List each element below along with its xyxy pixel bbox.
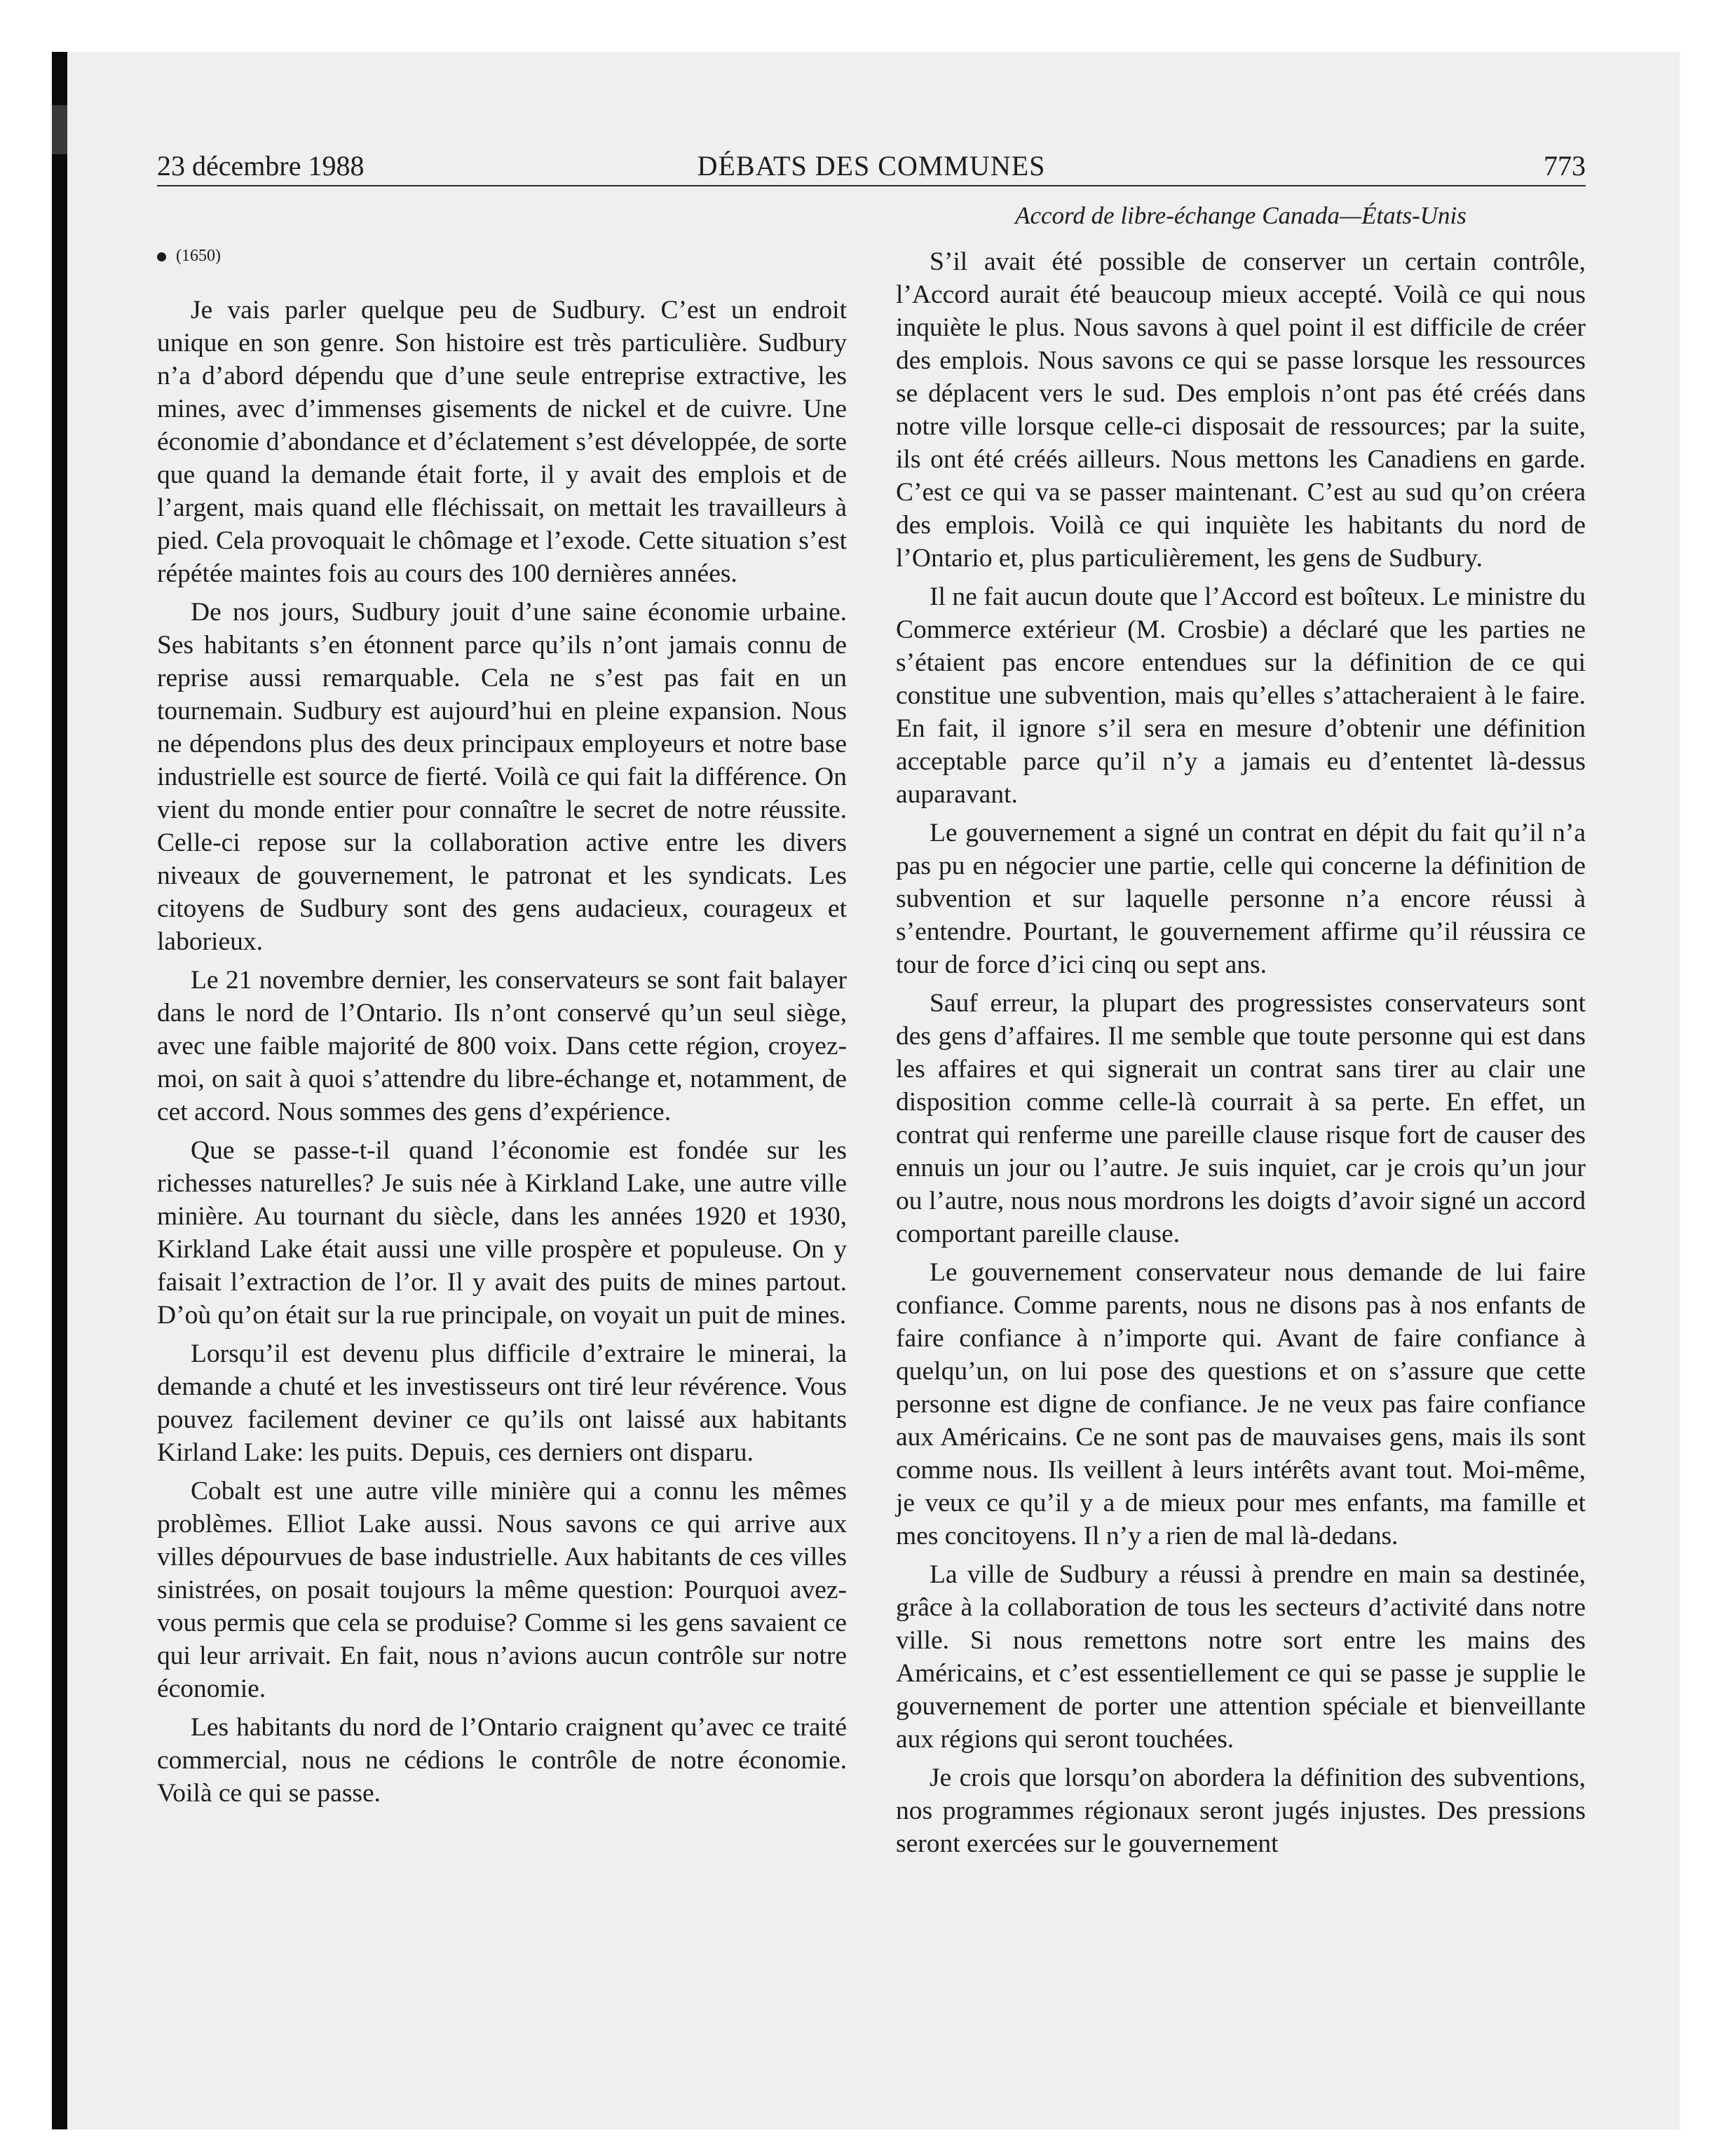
left-column bbox=[157, 242, 847, 1815]
paragraph: Cobalt est une autre ville minière qui a connu les mêmes problèmes. Elliot Lake aussi. Nous savons ce qui arrive aux villes dépourvues de base industrielle. Aux habitants de ces villes sinistrées, on posait toujours la même question: Pourquoi avez-vous permis que cela se produise? Comme si les gens savaient ce qui leur arrivait. En fait, nous n’avions aucun contrôle sur notre économie. bbox=[157, 1477, 847, 1703]
paragraph: Je crois que lorsqu’on abordera la définition des subventions, nos programmes régionaux seront jugés injustes. Des pressions seront exercées sur le gouvernement bbox=[896, 1763, 1586, 1858]
right-column bbox=[896, 245, 1586, 1866]
paragraph: Lorsqu’il est devenu plus difficile d’extraire le minerai, la demande a chuté et les investisseurs ont tiré leur révérence. Vous pouvez facilement deviner ce qu’ils ont laissé aux habitants Kirland Lake: les puits. Depuis, ces derniers ont disparu. bbox=[157, 1339, 847, 1467]
paragraph: Les habitants du nord de l’Ontario craignent qu’avec ce traité commercial, nous ne cédions le contrôle de notre économie. Voilà ce qui se passe. bbox=[157, 1713, 847, 1808]
paragraph: De nos jours, Sudbury jouit d’une saine économie urbaine. Ses habitants s’en étonnent parce qu’ils n’ont jamais connu de reprise aussi remarquable. Cela ne s’est pas fait en un tournemain. Sudbury est aujourd’hui en pleine expansion. Nous ne dépendons plus des deux principaux employeurs et notre base industrielle est source de fierté. Voilà ce qui fait la différence. On vient du monde entier pour connaître le secret de notre réussite. Celle-ci repose sur la collaboration active entre les divers niveaux de gouvernement, le patronat et les syndicats. Les citoyens de Sudbury sont des gens audacieux, courageux et laborieux. bbox=[157, 598, 847, 956]
running-header bbox=[157, 147, 1586, 186]
time-marker bbox=[157, 242, 847, 270]
section-subheader: Accord de libre-échange Canada—États-Unis bbox=[1015, 202, 1467, 229]
header-date: 23 décembre 1988 bbox=[157, 150, 365, 182]
bullet-icon bbox=[157, 252, 166, 261]
paragraph: Il ne fait aucun doute que l’Accord est boîteux. Le ministre du Commerce extérieur (M. Crosbie) a déclaré que les parties ne s’étaient pas encore entendues sur la définition de ce qui constitue une subvention, mais qu’elles s’attacheraient à le faire. En fait, il ignore s’il sera en mesure d’obtenir une définition acceptable parce qu’il n’y a jamais eu d’ententet là-dessus auparavant. bbox=[896, 582, 1586, 809]
paragraph: Le gouvernement conservateur nous demande de lui faire confiance. Comme parents, nous ne disons pas à nos enfants de faire confiance à n’importe qui. Avant de faire confiance à quelqu’un, on lui pose des questions et on s’assure que cette personne est digne de confiance. Je ne veux pas faire confiance aux Américains. Ce ne sont pas de mauvaises gens, mais ils sont comme nous. Ils veillent à leurs intérêts avant tout. Moi-même, je veux ce qu’il y a de mieux pour mes enfants, ma famille et mes concitoyens. Il n’y a rien de mal là-dedans. bbox=[896, 1258, 1586, 1550]
paragraph: Le gouvernement a signé un contrat en dépit du fait qu’il n’a pas pu en négocier une partie, celle qui concerne la définition de subvention et sur laquelle personne n’a encore réussi à s’entendre. Pourtant, le gouvernement affirme qu’il réussira ce tour de force d’ici cinq ou sept ans. bbox=[896, 819, 1586, 979]
paragraph: Le 21 novembre dernier, les conservateurs se sont fait balayer dans le nord de l’Ontario. Ils n’ont conservé qu’un seul siège, avec une faible majorité de 800 voix. Dans cette région, croyez-moi, on sait à quoi s’attendre du libre-échange et, notamment, de cet accord. Nous sommes des gens d’expérience. bbox=[157, 966, 847, 1126]
time-marker-text: (1650) bbox=[176, 247, 221, 265]
paragraph: La ville de Sudbury a réussi à prendre en main sa destinée, grâce à la collaboration de tous les secteurs d’activité dans notre ville. Si nous remettons notre sort entre les mains des Américains, et c’est essentiellement ce qui se passe je supplie le gouvernement de porter une attention spéciale et bienveillante aux régions qui seront touchées. bbox=[896, 1560, 1586, 1754]
scan-binding-edge bbox=[52, 52, 67, 2129]
scan-binding-highlight bbox=[52, 105, 67, 154]
page-number: 773 bbox=[1544, 150, 1586, 182]
paragraph: Je vais parler quelque peu de Sudbury. C’est un endroit unique en son genre. Son histoire est très particulière. Sudbury n’a d’abord dépendu que d’une seule entreprise extractive, les mines, avec d’immenses gisements de nickel et de cuivre. Une économie d’abondance et d’éclatement s’est développée, de sorte que quand la demande était forte, il y avait des emplois et de l’argent, mais quand elle fléchissait, on mettait les travailleurs à pied. Cela provoquait le chômage et l’exode. Cette situation s’est répétée maintes fois au cours des 100 dernières années. bbox=[157, 296, 847, 588]
paragraph: Sauf erreur, la plupart des progressistes conservateurs sont des gens d’affaires. Il me semble que toute personne qui est dans les affaires et qui signerait un contrat sans tirer au clair une disposition comme celle-là courrait à sa perte. En effet, un contrat qui renferme une pareille clause risque fort de causer des ennuis un jour ou l’autre. Je suis inquiet, car je crois qu’un jour ou l’autre, nous nous mordrons les doigts d’avoir signé un accord comportant pareille clause. bbox=[896, 989, 1586, 1248]
paragraph: Que se passe-t-il quand l’économie est fondée sur les richesses naturelles? Je suis née à Kirkland Lake, une autre ville minière. Au tournant du siècle, dans les années 1920 et 1930, Kirkland Lake était aussi une ville prospère et populeuse. On y faisait l’extraction de l’or. Il y avait des puits de mines partout. D’où qu’on était sur la rue principale, on voyait un puit de mines. bbox=[157, 1136, 847, 1330]
header-title: DÉBATS DES COMMUNES bbox=[697, 150, 1046, 182]
paragraph: S’il avait été possible de conserver un certain contrôle, l’Accord aurait été beaucoup mieux accepté. Voilà ce qui nous inquiète le plus. Nous savons à quel point il est difficile de créer des emplois. Nous savons ce qui se passe lorsque les ressources se déplacent vers le sud. Des emplois n’ont pas été créés dans notre ville lorsque celle-ci disposait de ressources; par la suite, ils ont été créés ailleurs. Nous mettons les Canadiens en garde. C’est ce qui va se passer maintenant. C’est au sud qu’on créera des emplois. Voilà ce qui inquiète les habitants du nord de l’Ontario et, plus particulièrement, les gens de Sudbury. bbox=[896, 247, 1586, 573]
